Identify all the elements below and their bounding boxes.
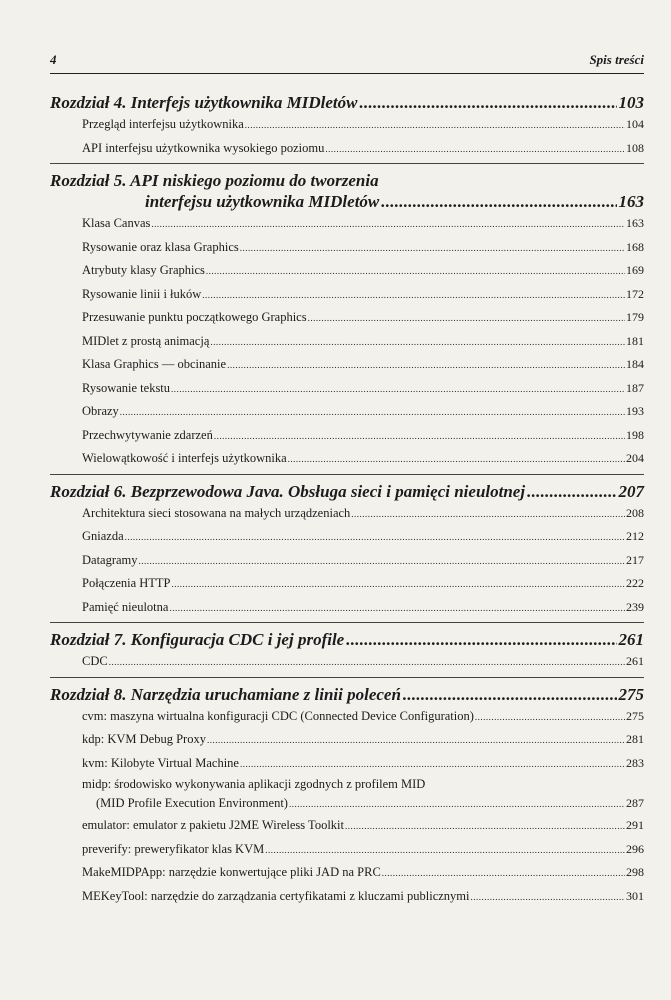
leader-dots — [245, 114, 625, 137]
toc-entry[interactable] — [82, 814, 644, 838]
entry-title: CDC — [82, 654, 108, 668]
leader-dots — [265, 839, 625, 862]
entry-page: 168 — [626, 239, 644, 254]
entry-title: Klasa Canvas — [82, 216, 151, 230]
leader-dots — [139, 550, 625, 573]
leader-dots — [172, 573, 625, 596]
toc-entry[interactable] — [82, 377, 644, 401]
leader-dots — [351, 503, 625, 526]
leader-dots — [359, 92, 616, 113]
leader-dots — [171, 378, 625, 401]
leader-dots — [151, 213, 625, 236]
leader-dots — [206, 260, 625, 283]
entry-title: Przesuwanie punktu początkowego Graphics — [82, 310, 307, 324]
entry-title: MakeMIDPApp: narzędzie konwertujące pliki JAD na PRC — [82, 865, 381, 879]
toc-entry[interactable] — [82, 572, 644, 596]
toc-entry[interactable] — [82, 728, 644, 752]
entry-page: 198 — [626, 427, 644, 442]
toc-entry[interactable] — [82, 752, 644, 776]
leader-dots — [240, 237, 625, 260]
entry-title: emulator: emulator z pakietu J2ME Wireless Toolkit — [82, 818, 344, 832]
toc-entry[interactable] — [82, 549, 644, 573]
entry-title: kdp: KVM Debug Proxy — [82, 732, 206, 746]
entry-page: 193 — [626, 404, 644, 418]
toc-entry[interactable] — [82, 650, 644, 674]
toc-entry[interactable] — [82, 236, 644, 260]
toc-entry[interactable] — [82, 353, 644, 377]
toc-entry[interactable] — [82, 838, 644, 862]
divider — [50, 163, 644, 164]
toc-entry[interactable] — [82, 283, 644, 307]
leader-dots — [325, 138, 625, 161]
toc-entry[interactable] — [82, 525, 644, 549]
entry-page: 163 — [626, 216, 644, 230]
chapter-heading[interactable] — [50, 629, 644, 650]
leader-dots — [345, 815, 625, 838]
entry-title: MIDlet z prostą animacją — [82, 333, 210, 348]
entry-page: 261 — [626, 654, 644, 668]
entry-page: 181 — [626, 333, 644, 348]
entry-title: Wielowątkowość i interfejs użytkownika — [82, 451, 287, 465]
toc-entry[interactable] — [82, 259, 644, 283]
chapter-title: Rozdział 7. Konfiguracja CDC i jej profile — [50, 630, 345, 649]
toc-entry[interactable] — [82, 424, 644, 448]
entry-page: 212 — [626, 529, 644, 543]
entry-page: 217 — [626, 552, 644, 567]
entry-page: 239 — [626, 599, 644, 614]
chapter-title: Rozdział 4. Interfejs użytkownika MIDletów — [50, 93, 358, 112]
toc-entry[interactable] — [82, 400, 644, 424]
leader-dots — [207, 729, 625, 752]
leader-dots — [125, 526, 625, 549]
chapter-title-line1: Rozdział 5. API niskiego poziomu do tworzenia — [50, 171, 379, 190]
page-header — [50, 52, 644, 68]
running-title: Spis treści — [589, 52, 644, 67]
toc-entry[interactable] — [82, 885, 644, 909]
chapter-heading[interactable] — [50, 92, 644, 113]
entry-title: kvm: Kilobyte Virtual Machine — [82, 755, 239, 770]
entry-page: 104 — [626, 117, 644, 131]
leader-dots — [475, 706, 625, 729]
entry-title: MEKeyTool: narzędzie do zarządzania certyfikatami z kluczami publicznymi — [82, 888, 470, 903]
toc-entry[interactable] — [82, 113, 644, 137]
divider — [50, 677, 644, 678]
entry-title: Klasa Graphics — obcinanie — [82, 357, 227, 371]
leader-dots — [289, 795, 625, 814]
leader-dots — [381, 191, 616, 212]
chapter-title: Rozdział 8. Narzędzia uruchamiane z linii poleceń — [50, 684, 401, 704]
toc-entry[interactable] — [82, 212, 644, 236]
entry-page: 301 — [626, 888, 644, 903]
entry-title: Przegląd interfejsu użytkownika — [82, 117, 244, 131]
toc-entry[interactable] — [82, 596, 644, 620]
toc-entry[interactable] — [82, 861, 644, 885]
entry-page: 169 — [626, 263, 644, 277]
leader-dots — [120, 401, 625, 424]
entry-page: 208 — [626, 505, 644, 520]
entry-title: API interfejsu użytkownika wysokiego poziomu — [82, 140, 325, 155]
entry-title: Rysowanie linii i łuków — [82, 286, 202, 301]
entry-page: 291 — [626, 818, 644, 832]
chapter-5 — [50, 170, 644, 475]
leader-dots — [346, 629, 616, 650]
chapter-page: 207 — [618, 481, 644, 501]
leader-dots — [210, 331, 625, 354]
entry-title: Przechwytywanie zdarzeń — [82, 427, 213, 442]
entry-page: 283 — [626, 755, 644, 770]
entry-page: 187 — [626, 380, 644, 395]
entry-title: Pamięć nieulotna — [82, 599, 169, 614]
toc-entry[interactable] — [82, 447, 644, 471]
leader-dots — [227, 354, 625, 377]
chapter-page: 103 — [618, 93, 644, 112]
entry-page: 179 — [626, 310, 644, 324]
chapter-title: Rozdział 6. Bezprzewodowa Java. Obsługa sieci i pamięci nieulotnej — [50, 481, 526, 501]
toc-entry[interactable] — [82, 137, 644, 161]
entry-page: 222 — [626, 576, 644, 590]
entry-title: Architektura sieci stosowana na małych urządzeniach — [82, 505, 351, 520]
page-number: 4 — [50, 52, 57, 67]
chapter-page: 261 — [618, 630, 644, 649]
entry-page: 275 — [626, 708, 644, 723]
entry-page: 184 — [626, 357, 644, 371]
leader-dots — [169, 597, 625, 620]
entry-title: Rysowanie tekstu — [82, 380, 171, 395]
entry-title: cvm: maszyna wirtualna konfiguracji CDC (Connected Device Configuration) — [82, 708, 474, 723]
entry-title: Rysowanie oraz klasa Graphics — [82, 239, 239, 254]
entry-title-line2: (MID Profile Execution Environment) — [96, 796, 288, 810]
chapter-4 — [50, 92, 644, 164]
leader-dots — [288, 448, 625, 471]
leader-dots — [109, 651, 625, 674]
toc-entry[interactable] — [82, 330, 644, 354]
toc-entry[interactable] — [82, 775, 644, 814]
entry-title-line1: midp: środowisko wykonywania aplikacji zgodnych z profilem MID — [82, 777, 426, 791]
entry-title: Datagramy — [82, 552, 138, 567]
leader-dots — [214, 425, 625, 448]
entry-page: 298 — [626, 865, 644, 879]
leader-dots — [471, 886, 626, 909]
toc-entry[interactable] — [82, 502, 644, 526]
chapter-heading[interactable] — [50, 684, 644, 705]
leader-dots — [240, 753, 625, 776]
chapter-heading[interactable] — [50, 481, 644, 502]
leader-dots — [527, 481, 616, 502]
entry-title: Obrazy — [82, 404, 119, 418]
chapter-page: 163 — [618, 192, 644, 211]
toc-entry[interactable] — [82, 705, 644, 729]
leader-dots — [202, 284, 625, 307]
chapter-page: 275 — [618, 684, 644, 704]
entry-page: 281 — [626, 732, 644, 746]
divider — [50, 474, 644, 475]
leader-dots — [308, 307, 625, 330]
entry-page: 296 — [626, 841, 644, 856]
chapter-6 — [50, 481, 644, 624]
entry-page: 287 — [626, 796, 644, 810]
divider — [50, 622, 644, 623]
header-rule — [50, 73, 644, 74]
chapter-title-line2: interfejsu użytkownika MIDletów — [145, 192, 380, 211]
entry-page: 204 — [626, 451, 644, 465]
chapter-7 — [50, 629, 644, 678]
leader-dots — [403, 684, 617, 705]
entry-title: Połączenia HTTP — [82, 576, 171, 590]
entry-page: 108 — [626, 140, 644, 155]
entry-title: Gniazda — [82, 529, 124, 543]
toc-entry[interactable] — [82, 306, 644, 330]
leader-dots — [382, 862, 625, 885]
entry-title: preverify: preweryfikator klas KVM — [82, 841, 265, 856]
entry-page: 172 — [626, 286, 644, 301]
table-of-contents — [50, 92, 644, 908]
chapter-heading[interactable] — [50, 170, 644, 212]
chapter-8 — [50, 684, 644, 909]
entry-title: Atrybuty klasy Graphics — [82, 263, 205, 277]
